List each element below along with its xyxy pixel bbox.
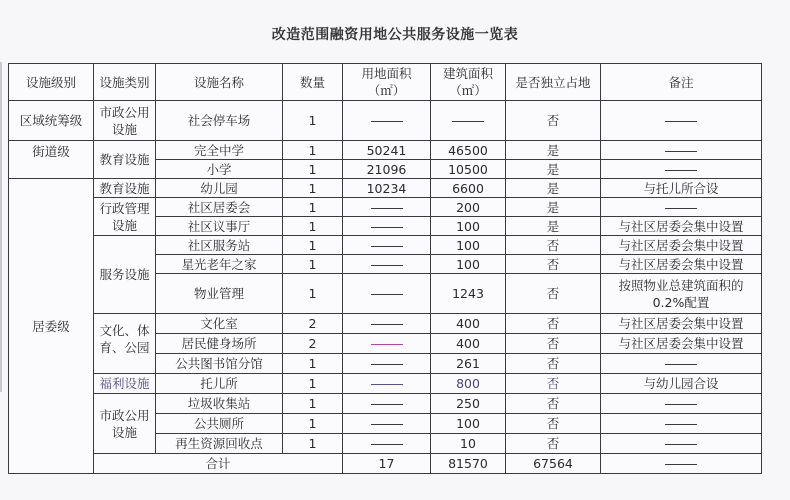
independent-cell: 是 <box>506 141 601 160</box>
dash-mark <box>371 324 403 325</box>
facility-cell: 社区居委会 <box>156 198 283 217</box>
table-row <box>9 394 762 414</box>
total-qty: 17 <box>343 454 431 474</box>
floor-area-cell: 400 <box>431 334 506 354</box>
dash-mark <box>665 364 697 365</box>
dash-mark <box>665 444 697 445</box>
facility-cell: 垃圾收集站 <box>156 394 283 414</box>
floor-area-cell: 200 <box>431 198 506 217</box>
dash-mark <box>371 384 403 385</box>
col-header-independent: 是否独立占地 <box>506 64 601 101</box>
note-cell: 与社区居委会集中设置 <box>601 334 762 354</box>
note-cell <box>601 141 762 160</box>
land-area-cell <box>343 414 431 434</box>
note-cell: 与社区居委会集中设置 <box>601 314 762 334</box>
facility-cell: 居民健身场所 <box>156 334 283 354</box>
category-line: 市政公用 <box>99 407 150 423</box>
page-title: 改造范围融资用地公共服务设施一览表 <box>271 27 519 43</box>
total-floor-area: 67564 <box>506 454 601 474</box>
dash-mark <box>371 294 403 295</box>
facility-cell: 物业管理 <box>156 274 283 314</box>
land-area-cell <box>343 217 431 236</box>
qty-cell: 1 <box>283 274 343 314</box>
category-cell <box>94 101 156 141</box>
land-area-cell: 10234 <box>343 179 431 198</box>
dash-mark <box>371 444 403 445</box>
facility-cell: 文化室 <box>156 314 283 334</box>
category-cell: 教育设施 <box>94 141 156 179</box>
land-area-cell <box>343 434 431 454</box>
note-line: 0.2%配置 <box>652 294 710 310</box>
facility-cell: 星光老年之家 <box>156 255 283 274</box>
table-row <box>9 314 762 334</box>
dash-mark <box>371 246 403 247</box>
independent-cell: 否 <box>506 334 601 354</box>
category-line: 文化、体 <box>99 323 150 338</box>
dash-mark <box>665 170 697 171</box>
dash-mark <box>371 364 403 365</box>
land-area-cell <box>343 101 431 141</box>
dash-mark <box>665 208 697 209</box>
dash-mark <box>452 121 484 122</box>
land-area-cell <box>343 314 431 334</box>
dash-mark <box>665 404 697 405</box>
land-area-cell <box>343 198 431 217</box>
col-header-category: 设施类别 <box>94 64 156 101</box>
table-row <box>9 101 762 141</box>
col-header-facility: 设施名称 <box>156 64 283 101</box>
floor-area-cell: 10500 <box>431 160 506 179</box>
independent-cell: 否 <box>506 434 601 454</box>
total-label: 合计 <box>94 454 343 474</box>
qty-cell: 1 <box>283 217 343 236</box>
category-line: 设施 <box>111 424 137 440</box>
note-cell: 与社区居委会集中设置 <box>601 236 762 255</box>
note-cell <box>601 198 762 217</box>
floor-area-unit: （㎡） <box>449 83 487 98</box>
total-row <box>9 454 762 474</box>
floor-area-cell: 800 <box>431 374 506 394</box>
col-header-land-area <box>343 64 431 101</box>
qty-cell: 1 <box>283 255 343 274</box>
qty-cell: 1 <box>283 101 343 141</box>
col-header-floor-area <box>431 64 506 101</box>
dash-mark <box>665 151 697 152</box>
independent-cell: 是 <box>506 160 601 179</box>
qty-cell: 1 <box>283 236 343 255</box>
land-area-cell <box>343 334 431 354</box>
category-cell <box>94 394 156 454</box>
floor-area-label: 建筑面积 <box>442 66 493 81</box>
level-cell: 街道级 <box>9 141 94 179</box>
qty-cell: 1 <box>283 179 343 198</box>
note-cell <box>601 414 762 434</box>
table-row <box>9 141 762 160</box>
land-area-cell <box>343 354 431 374</box>
land-area-cell <box>343 255 431 274</box>
facility-cell: 托儿所 <box>156 374 283 394</box>
col-header-note: 备注 <box>601 64 762 101</box>
table-row <box>9 374 762 394</box>
land-area-cell <box>343 236 431 255</box>
independent-cell: 是 <box>506 179 601 198</box>
dash-mark <box>371 424 403 425</box>
col-header-level: 设施级别 <box>9 64 94 101</box>
category-cell <box>94 198 156 236</box>
note-cell <box>601 354 762 374</box>
floor-area-cell: 100 <box>431 217 506 236</box>
dash-mark <box>371 208 403 209</box>
facility-table <box>8 63 762 474</box>
land-area-cell <box>343 374 431 394</box>
independent-cell: 否 <box>506 394 601 414</box>
independent-cell: 否 <box>506 274 601 314</box>
level-cell: 区域统筹级 <box>9 101 94 141</box>
note-cell: 与幼儿园合设 <box>601 374 762 394</box>
floor-area-cell: 100 <box>431 255 506 274</box>
dash-mark <box>665 121 697 122</box>
facility-cell: 社区议事厅 <box>156 217 283 236</box>
category-cell <box>94 314 156 374</box>
land-area-unit: （㎡） <box>367 83 406 98</box>
independent-cell: 否 <box>506 101 601 141</box>
dash-mark <box>371 344 403 345</box>
category-cell: 福利设施 <box>94 374 156 394</box>
level-cell: 居委级 <box>9 179 94 474</box>
independent-cell: 否 <box>506 354 601 374</box>
category-line: 行政管理 <box>99 200 150 216</box>
col-header-qty: 数量 <box>283 64 343 101</box>
qty-cell: 1 <box>283 160 343 179</box>
qty-cell: 1 <box>283 354 343 374</box>
facility-cell: 再生资源回收点 <box>156 434 283 454</box>
qty-cell: 2 <box>283 334 343 354</box>
note-cell: 与托儿所合设 <box>601 179 762 198</box>
floor-area-cell <box>431 101 506 141</box>
table-row <box>9 236 762 255</box>
floor-area-cell: 250 <box>431 394 506 414</box>
category-cell: 教育设施 <box>94 179 156 198</box>
note-cell <box>601 160 762 179</box>
land-area-cell <box>343 274 431 314</box>
dash-mark <box>371 404 403 405</box>
qty-cell: 1 <box>283 198 343 217</box>
note-line: 按照物业总建筑面积的 <box>618 277 744 293</box>
facility-cell: 公共厕所 <box>156 414 283 434</box>
facility-cell: 幼儿园 <box>156 179 283 198</box>
independent-cell: 是 <box>506 217 601 236</box>
independent-cell: 否 <box>506 314 601 334</box>
facility-cell: 社区服务站 <box>156 236 283 255</box>
note-cell: 与社区居委会集中设置 <box>601 255 762 274</box>
floor-area-cell: 261 <box>431 354 506 374</box>
independent-cell: 否 <box>506 414 601 434</box>
floor-area-cell: 10 <box>431 434 506 454</box>
qty-cell: 1 <box>283 414 343 434</box>
land-area-cell: 50241 <box>343 141 431 160</box>
land-area-label: 用地面积 <box>361 66 412 81</box>
qty-cell: 1 <box>283 374 343 394</box>
qty-cell: 1 <box>283 394 343 414</box>
independent-cell: 是 <box>506 198 601 217</box>
qty-cell: 2 <box>283 314 343 334</box>
table-row <box>9 198 762 217</box>
category-line: 设施 <box>111 121 137 137</box>
dash-mark <box>371 227 403 228</box>
category-line: 设施 <box>111 217 137 233</box>
total-land-area: 81570 <box>431 454 506 474</box>
facility-cell: 社会停车场 <box>156 101 283 141</box>
dash-mark <box>665 424 697 425</box>
dash-mark <box>665 464 697 465</box>
floor-area-cell: 46500 <box>431 141 506 160</box>
facility-cell: 公共图书馆分馆 <box>156 354 283 374</box>
floor-area-cell: 400 <box>431 314 506 334</box>
note-cell <box>601 101 762 141</box>
header-row <box>9 64 762 101</box>
note-cell: 与社区居委会集中设置 <box>601 217 762 236</box>
table-row <box>9 179 762 198</box>
independent-cell: 否 <box>506 236 601 255</box>
category-line: 市政公用 <box>99 104 150 120</box>
floor-area-cell: 100 <box>431 236 506 255</box>
land-area-cell <box>343 394 431 414</box>
independent-cell: 否 <box>506 255 601 274</box>
category-cell: 服务设施 <box>94 236 156 314</box>
total-independent <box>601 454 762 474</box>
floor-area-cell: 6600 <box>431 179 506 198</box>
floor-area-cell: 1243 <box>431 274 506 314</box>
independent-cell: 否 <box>506 374 601 394</box>
dash-mark <box>371 121 403 122</box>
qty-cell: 1 <box>283 434 343 454</box>
floor-area-cell: 100 <box>431 414 506 434</box>
note-cell <box>601 434 762 454</box>
category-line: 育、公园 <box>99 340 150 355</box>
facility-cell: 完全中学 <box>156 141 283 160</box>
qty-cell: 1 <box>283 141 343 160</box>
dash-mark <box>371 265 403 266</box>
page-edge-shadow <box>0 62 2 392</box>
note-cell <box>601 394 762 414</box>
land-area-cell: 21096 <box>343 160 431 179</box>
note-cell <box>601 274 762 314</box>
facility-cell: 小学 <box>156 160 283 179</box>
